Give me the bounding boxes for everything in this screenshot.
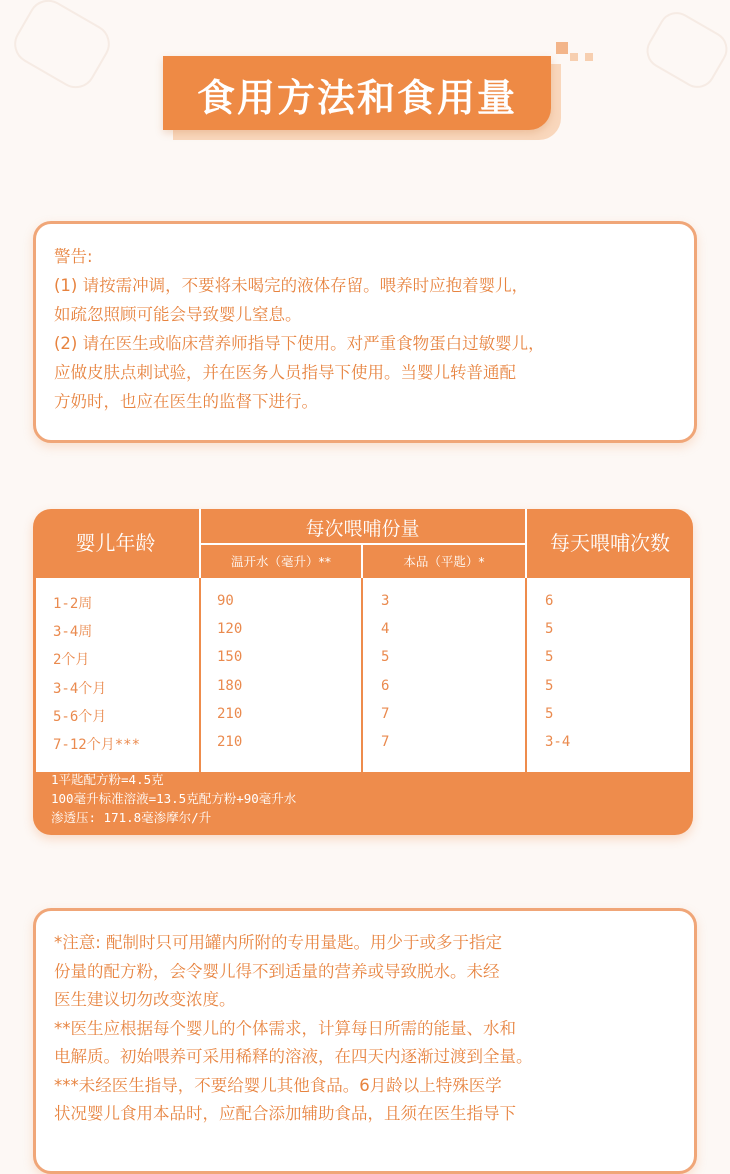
feeding-table bbox=[33, 509, 693, 835]
table-body bbox=[36, 578, 690, 772]
cell-scoops: 7 bbox=[381, 734, 390, 750]
title-banner bbox=[163, 56, 551, 130]
subheader-water: 温开水（毫升）** bbox=[230, 554, 331, 569]
note-line: **医生应根据每个婴儿的个体需求，计算每日所需的能量、水和 bbox=[54, 1018, 516, 1038]
footnote-line: 1平匙配方粉=4.5克 bbox=[51, 772, 164, 787]
notes-text bbox=[54, 929, 680, 1129]
cell-times: 5 bbox=[545, 678, 554, 694]
warning-line: 应做皮肤点刺试验，并在医务人员指导下使用。当婴儿转普通配 bbox=[54, 363, 516, 382]
warning-line: 方奶时，也应在医生的监督下进行。 bbox=[54, 392, 318, 411]
page-title: 食用方法和食用量 bbox=[196, 76, 517, 120]
cell-age: 3-4周 bbox=[53, 624, 93, 640]
column-divider bbox=[361, 578, 363, 772]
cell-scoops: 6 bbox=[381, 678, 390, 694]
cell-age: 2个月 bbox=[53, 652, 90, 668]
cell-times: 3-4 bbox=[545, 734, 571, 750]
warning-line: (2) 请在医生或临床营养师指导下使用。对严重食物蛋白过敏婴儿， bbox=[54, 334, 545, 353]
decor-hexagon bbox=[7, 0, 117, 95]
footnote-line: 渗透压: 171.8毫渗摩尔/升 bbox=[51, 810, 212, 825]
cell-water: 120 bbox=[217, 621, 243, 637]
cell-water: 150 bbox=[217, 649, 243, 665]
cell-scoops: 5 bbox=[381, 649, 390, 665]
notes-card bbox=[33, 908, 697, 1174]
note-line: *注意: 配制时只可用罐内所附的专用量匙。用少于或多于指定 bbox=[54, 933, 503, 952]
note-line: 电解质。初始喂养可采用稀释的溶液，在四天内逐渐过渡到全量。 bbox=[54, 1047, 533, 1066]
header-per-feed: 每次喂哺份量 bbox=[305, 518, 420, 540]
note-line: ***未经医生指导，不要给婴儿其他食品。6月龄以上特殊医学 bbox=[54, 1075, 502, 1095]
cell-water: 210 bbox=[217, 706, 243, 722]
cell-times: 6 bbox=[545, 593, 554, 609]
cell-age: 7-12个月*** bbox=[53, 737, 141, 753]
warning-card bbox=[33, 221, 697, 443]
column-divider bbox=[199, 578, 201, 772]
cell-water: 210 bbox=[217, 734, 243, 750]
cell-scoops: 7 bbox=[381, 706, 390, 722]
note-line: 状况婴儿食用本品时，应配合添加辅助食品，且须在医生指导下 bbox=[54, 1104, 516, 1123]
subheader-product: 本品（平匙）* bbox=[403, 554, 485, 569]
cell-water: 90 bbox=[217, 593, 234, 609]
cell-scoops: 3 bbox=[381, 593, 390, 609]
column-divider bbox=[525, 578, 527, 772]
decor-hexagon bbox=[640, 6, 730, 95]
cell-water: 180 bbox=[217, 678, 243, 694]
cell-times: 5 bbox=[545, 706, 554, 722]
header-divider bbox=[201, 543, 525, 545]
warning-line: 如疏忽照顾可能会导致婴儿窒息。 bbox=[54, 305, 302, 324]
header-daily-times: 每天喂哺次数 bbox=[550, 531, 670, 555]
footnote-line: 100毫升标准溶液=13.5克配方粉+90毫升水 bbox=[51, 791, 297, 806]
note-line: 份量的配方粉，会令婴儿得不到适量的营养或导致脱水。未经 bbox=[54, 961, 500, 981]
warning-heading: 警告: bbox=[54, 247, 93, 266]
note-line: 医生建议切勿改变浓度。 bbox=[54, 990, 236, 1009]
cell-age: 1-2周 bbox=[53, 596, 93, 612]
decor-square bbox=[556, 42, 568, 54]
cell-age: 5-6个月 bbox=[53, 709, 107, 725]
warning-text bbox=[54, 242, 678, 416]
cell-scoops: 4 bbox=[381, 621, 390, 637]
header-age: 婴儿年龄 bbox=[75, 531, 156, 555]
cell-age: 3-4个月 bbox=[53, 681, 107, 697]
decor-square bbox=[570, 53, 578, 61]
decor-square bbox=[585, 53, 593, 61]
table-footnotes bbox=[51, 770, 296, 827]
cell-times: 5 bbox=[545, 649, 554, 665]
cell-times: 5 bbox=[545, 621, 554, 637]
warning-line: (1) 请按需冲调，不要将未喝完的液体存留。喂养时应抱着婴儿， bbox=[54, 276, 529, 295]
